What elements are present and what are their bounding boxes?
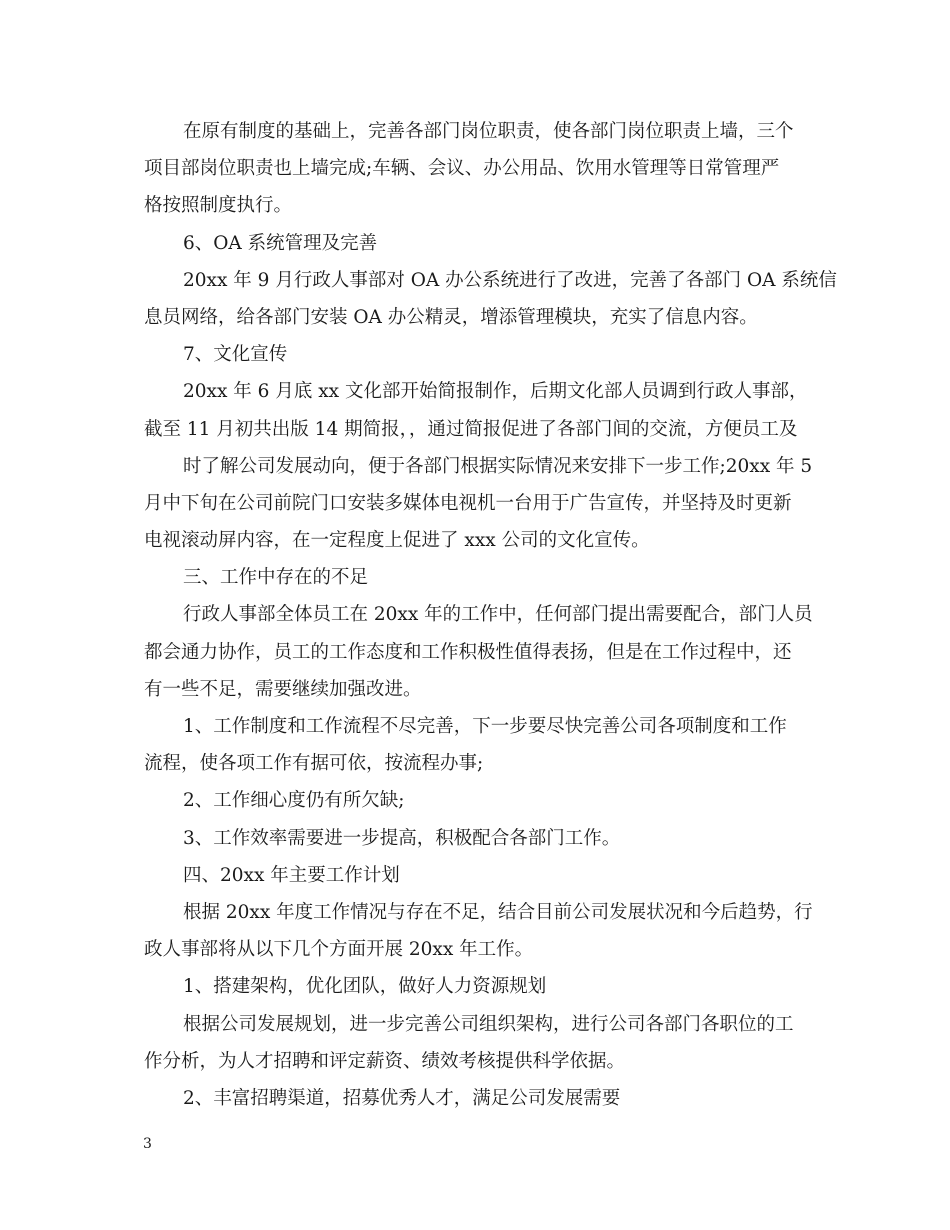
text-line: 四、20xx 年主要工作计划 [183,864,400,886]
text-line: 流程，使各项工作有据可依，按流程办事; [144,753,484,775]
text-line: 时了解公司发展动向，便于各部门根据实际情况来安排下一步工作;20xx 年 5 [183,455,813,477]
text-line: 1、搭建架构，优化团队，做好人力资源规划 [183,976,547,998]
text-line: 20xx 年 6 月底 xx 文化部开始简报制作，后期文化部人员调到行政人事部， [183,381,808,403]
text-line: 行政人事部全体员工在 20xx 年的工作中，任何部门提出需要配合，部门人员 [183,604,813,626]
text-line: 项目部岗位职责也上墙完成;车辆、会议、办公用品、饮用水管理等日常管理严 [144,158,780,180]
page-number: 3 [143,1136,152,1152]
text-line: 月中下旬在公司前院门口安装多媒体电视机一台用于广告宣传，并坚持及时更新 [144,492,792,514]
text-line: 息员网络，给各部门安装 OA 办公精灵，增添管理模块，充实了信息内容。 [144,306,758,328]
text-line: 在原有制度的基础上，完善各部门岗位职责，使各部门岗位职责上墙，三个 [183,121,794,142]
document-body [0,113,950,1117]
text-line: 2、丰富招聘渠道，招募优秀人才，满足公司发展需要 [183,1087,621,1109]
text-line: 政人事部将从以下几个方面开展 20xx 年工作。 [144,939,534,961]
text-line: 三、工作中存在的不足 [183,567,369,589]
text-line: 格按照制度执行。 [144,195,293,217]
text-line: 20xx 年 9 月行政人事部对 OA 办公系统进行了改进，完善了各部门 OA 系统信 [183,269,837,291]
text-line: 根据公司发展规划，进一步完善公司组织架构，进行公司各部门各职位的工 [183,1013,794,1035]
text-line: 电视滚动屏内容，在一定程度上促进了 xxx 公司的文化宣传。 [144,530,650,552]
text-line: 有一些不足，需要继续加强改进。 [144,678,422,700]
text-line: 1、工作制度和工作流程不尽完善，下一步要尽快完善公司各项制度和工作 [183,716,787,737]
text-line: 7、文化宣传 [183,344,288,366]
text-line: 截至 11 月初共出版 14 期简报，，通过简报促进了各部门间的交流，方便员工及 [144,418,798,440]
text-line: 3、工作效率需要进一步提高，积极配合各部门工作。 [183,827,621,849]
text-line: 2、工作细心度仍有所欠缺; [183,790,405,812]
text-line: 都会通力协作，员工的工作态度和工作积极性值得表扬，但是在工作过程中，还 [144,641,792,663]
text-line: 6、OA 系统管理及完善 [183,232,378,254]
text-line: 作分析，为人才招聘和评定薪资、绩效考核提供科学依据。 [144,1050,626,1072]
text-line: 根据 20xx 年度工作情况与存在不足，结合目前公司发展状况和今后趋势，行 [183,901,813,923]
